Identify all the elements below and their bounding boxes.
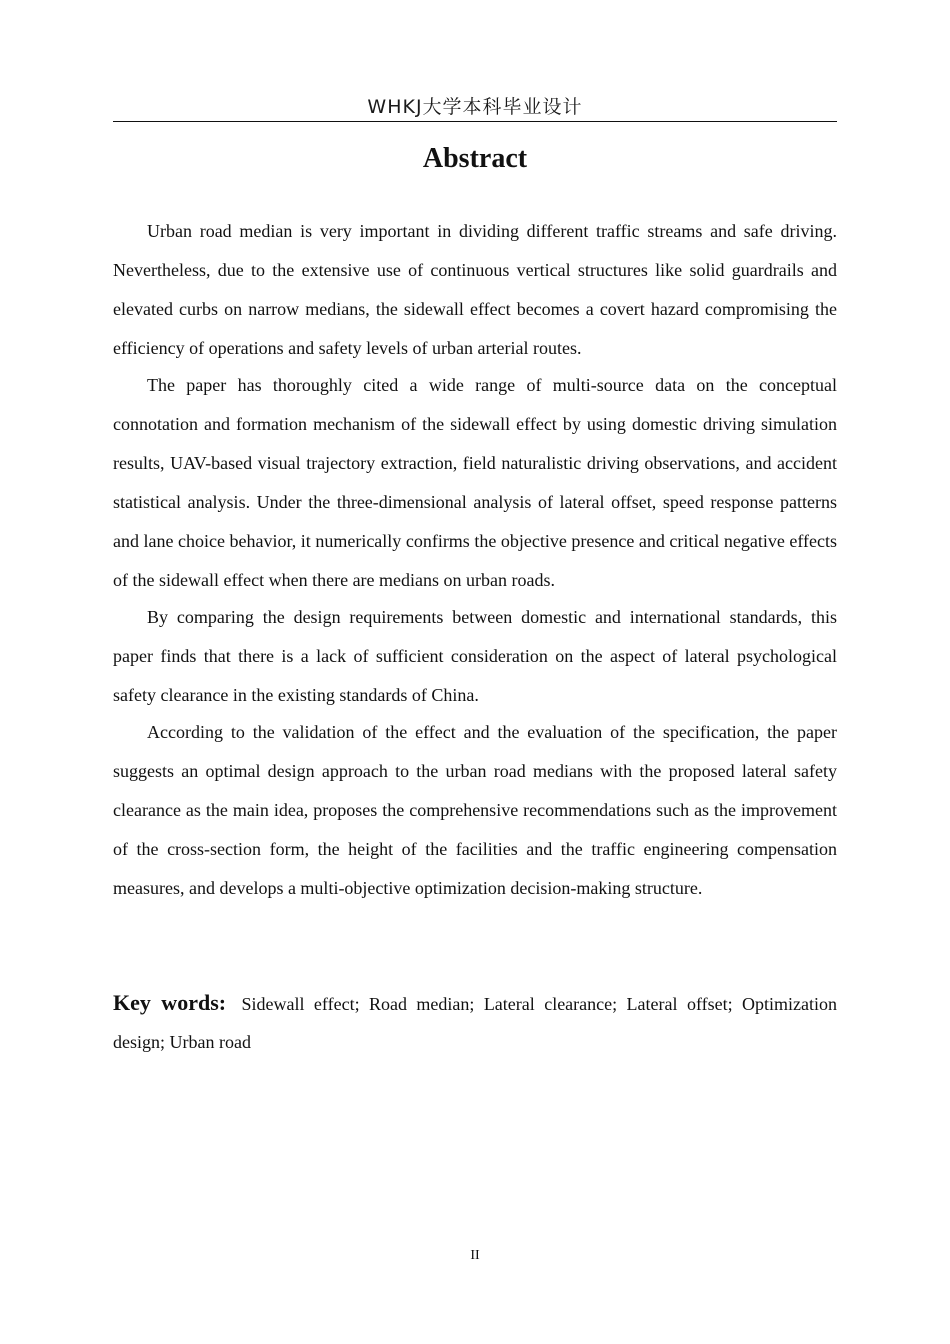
abstract-paragraph-4: According to the validation of the effect and the evaluation of the specification, the paper suggests an optimal design approach to the urban road medians with the proposed lateral safety clearance as the main idea, proposes the comprehensive recommendations such as the improvement of the cross-section form, the height of the facilities and the traffic engineering compensation measures, and develops a multi-objective optimization decision-making structure. (113, 722, 837, 898)
keywords-label: Key words: (113, 990, 227, 1015)
page-number: II (470, 1248, 480, 1263)
header-rule (113, 121, 837, 122)
running-header: WHKJ大学本科毕业设计 (367, 96, 583, 118)
abstract-paragraph-2: The paper has thoroughly cited a wide range of multi-source data on the conceptual connotation and formation mechanism of the sidewall effect by using domestic driving simulation results, UAV-based visual trajectory extraction, field naturalistic driving observations, and accident statistical analysis. Under the three-dimensional analysis of lateral offset, speed response patterns and lane choice behavior, it numerically confirms the objective presence and critical negative effects of the sidewall effect when there are medians on urban roads. (113, 375, 837, 590)
keywords-text: Sidewall effect; Road median; Lateral clearance; Lateral offset; Optimization design; Urban road (113, 994, 838, 1052)
keywords-line (113, 984, 837, 1061)
abstract-paragraph-3: By comparing the design requirements between domestic and international standards, this paper finds that there is a lack of sufficient consideration on the aspect of lateral psychological safety clearance in the existing standards of China. (113, 607, 837, 705)
abstract-body (113, 212, 837, 906)
abstract-title: Abstract (422, 143, 528, 174)
abstract-paragraph-1: Urban road median is very important in dividing different traffic streams and safe driving. Nevertheless, due to the extensive use of continuous vertical structures like solid guardrails and elevated curbs on narrow medians, the sidewall effect becomes a covert hazard compromising the efficiency of operations and safety levels of urban arterial routes. (113, 221, 837, 358)
